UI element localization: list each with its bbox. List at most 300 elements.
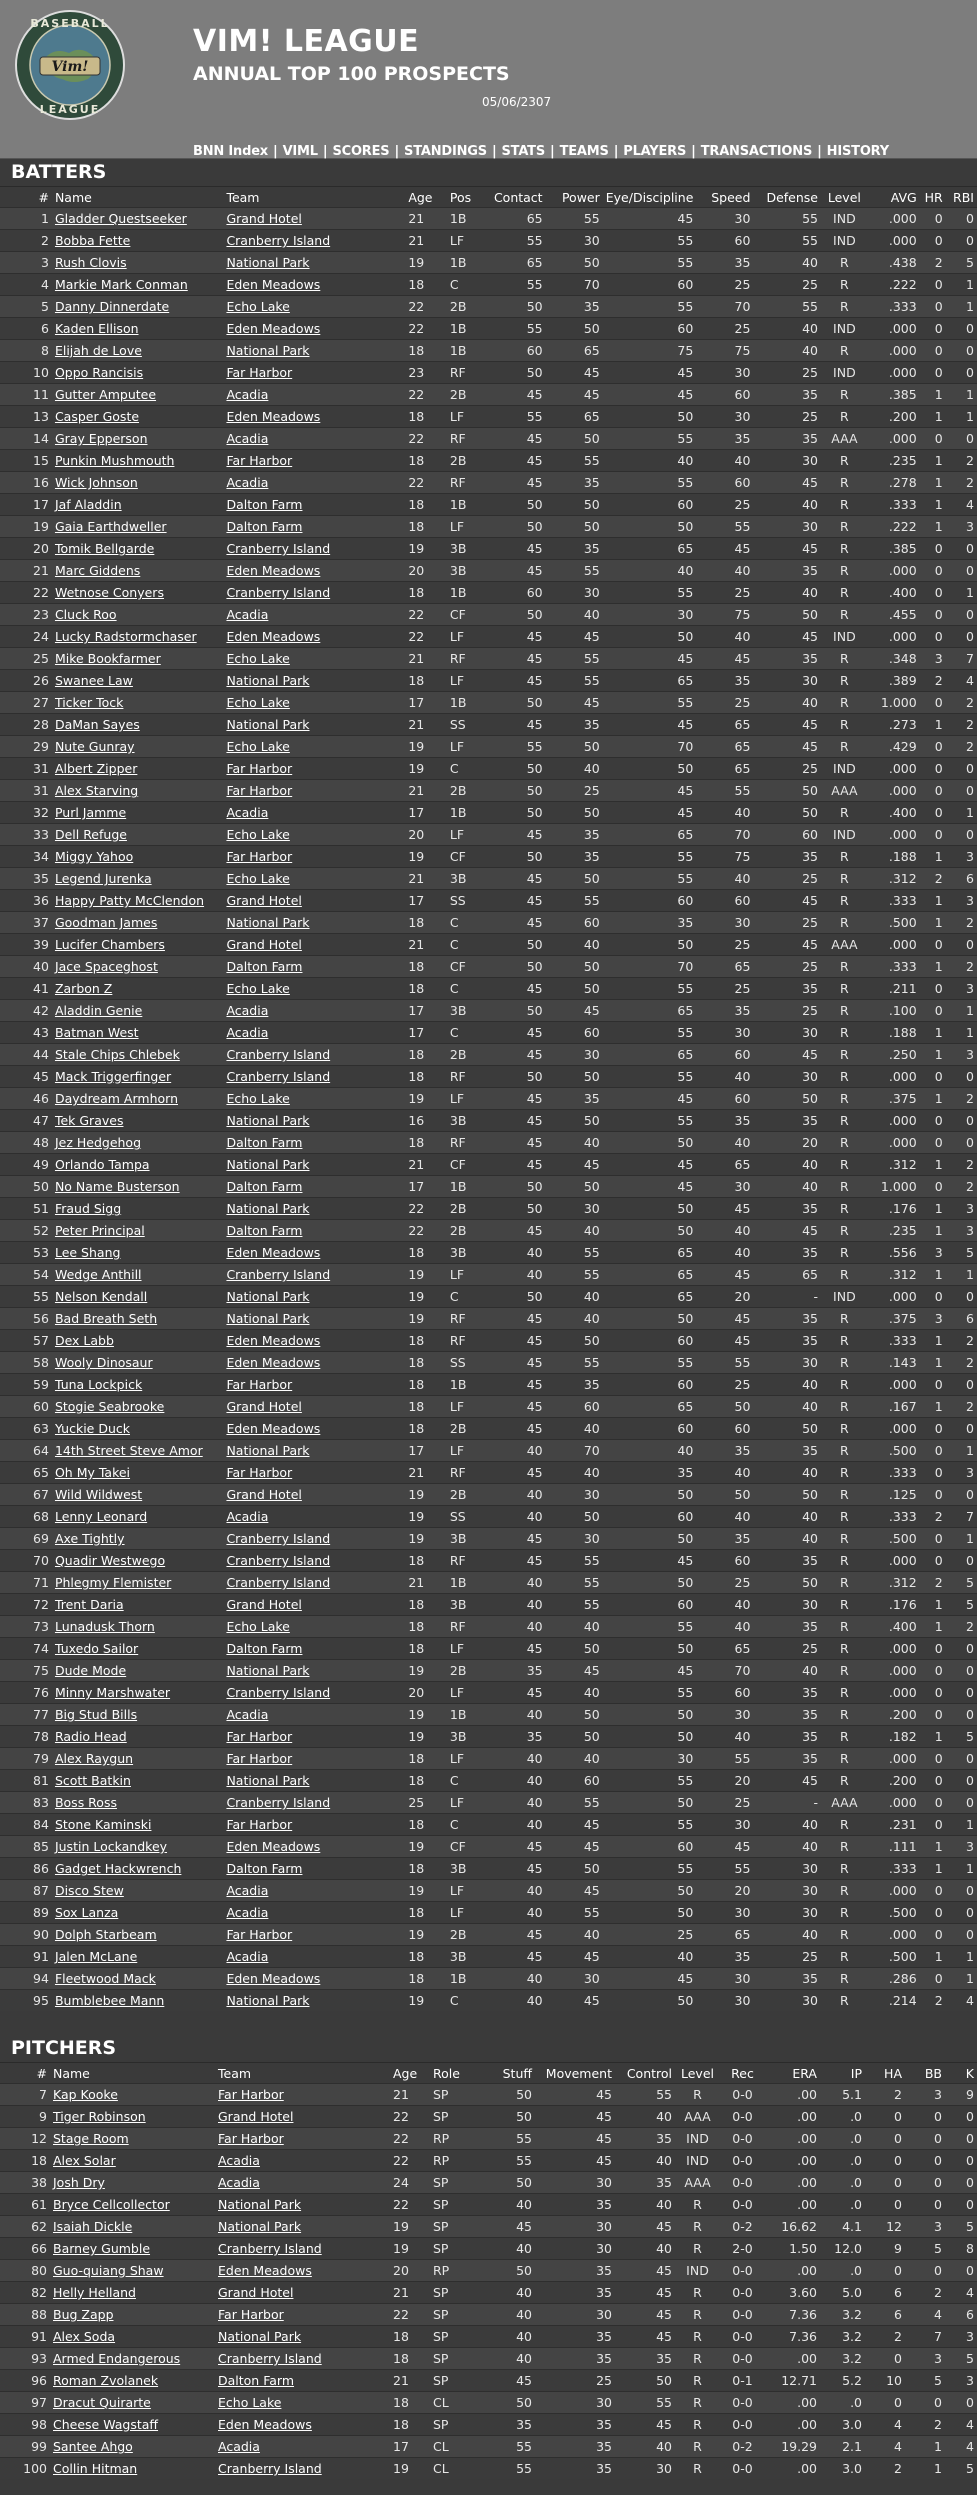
player-link[interactable]: Stale Chips Chlebek bbox=[54, 1047, 180, 1062]
player-link[interactable]: Jalen McLane bbox=[54, 1949, 138, 1964]
player-link[interactable]: Nelson Kendall bbox=[54, 1289, 148, 1304]
player-link[interactable]: Radio Head bbox=[54, 1729, 127, 1744]
team-link[interactable]: Dalton Farm bbox=[226, 497, 303, 512]
team-link[interactable]: National Park bbox=[226, 1443, 310, 1458]
team-link[interactable]: Grand Hotel bbox=[226, 1487, 302, 1502]
player-link[interactable]: Happy Patty McClendon bbox=[54, 893, 205, 908]
player-link[interactable]: Santee Ahgo bbox=[53, 2439, 133, 2454]
team-link[interactable]: Grand Hotel bbox=[226, 893, 302, 908]
batters-cell-level: AAA bbox=[821, 934, 868, 956]
batters-cell-pos: RF bbox=[447, 648, 489, 670]
pitchers-cell-stuff: 35 bbox=[475, 2414, 535, 2436]
player-link[interactable]: Purl Jamme bbox=[54, 805, 127, 820]
player-link[interactable]: Disco Stew bbox=[54, 1883, 124, 1898]
player-link[interactable]: Bryce Cellcollector bbox=[53, 2197, 170, 2212]
team-link[interactable]: Far Harbor bbox=[226, 453, 293, 468]
player-link[interactable]: Tuxedo Sailor bbox=[54, 1641, 139, 1656]
team-link[interactable]: National Park bbox=[226, 1311, 310, 1326]
player-link[interactable]: Gray Epperson bbox=[54, 431, 148, 446]
batters-cell-team bbox=[223, 1440, 405, 1462]
player-link[interactable]: Daydream Armhorn bbox=[54, 1091, 178, 1106]
player-link[interactable]: Kap Kooke bbox=[53, 2087, 118, 2102]
pitchers-col-header[interactable]: # bbox=[0, 2063, 50, 2084]
batters-cell-eye-discipline: 55 bbox=[603, 230, 697, 252]
pitchers-col-header[interactable]: K bbox=[945, 2063, 977, 2084]
team-link[interactable]: Cranberry Island bbox=[226, 1069, 331, 1084]
pitchers-row bbox=[0, 2392, 977, 2414]
pitchers-col-header[interactable]: BB bbox=[905, 2063, 945, 2084]
player-link[interactable]: Barney Gumble bbox=[53, 2241, 151, 2256]
team-link[interactable]: Cranberry Island bbox=[226, 1267, 331, 1282]
team-link[interactable]: Eden Meadows bbox=[226, 409, 321, 424]
player-link[interactable]: Scott Batkin bbox=[54, 1773, 131, 1788]
batters-cell-age: 21 bbox=[405, 780, 447, 802]
pitchers-col-header[interactable]: ERA bbox=[765, 2063, 820, 2084]
team-link[interactable]: Cranberry Island bbox=[218, 2241, 322, 2256]
player-link[interactable]: Dolph Starbeam bbox=[54, 1927, 157, 1942]
pitchers-cell-stuff: 40 bbox=[475, 2304, 535, 2326]
batters-col-header[interactable]: Level bbox=[821, 187, 868, 208]
team-link[interactable]: Eden Meadows bbox=[226, 277, 321, 292]
team-link[interactable]: Acadia bbox=[226, 1707, 269, 1722]
player-link[interactable]: Gladder Questseeker bbox=[54, 211, 187, 226]
batters-cell-: 24 bbox=[0, 626, 52, 648]
batters-cell-level: R bbox=[821, 1726, 868, 1748]
player-link[interactable]: Batman West bbox=[54, 1025, 139, 1040]
player-link[interactable]: Fleetwood Mack bbox=[54, 1971, 156, 1986]
team-link[interactable]: Far Harbor bbox=[218, 2131, 284, 2146]
league-logo[interactable] bbox=[14, 9, 126, 121]
player-link[interactable]: Lee Shang bbox=[54, 1245, 121, 1260]
team-link[interactable]: Eden Meadows bbox=[226, 1333, 321, 1348]
team-link[interactable]: Eden Meadows bbox=[226, 1355, 321, 1370]
team-link[interactable]: Echo Lake bbox=[226, 651, 290, 666]
player-link[interactable]: Casper Goste bbox=[54, 409, 140, 424]
team-link[interactable]: Far Harbor bbox=[226, 1817, 293, 1832]
pitchers-cell-level: IND bbox=[675, 2260, 720, 2282]
player-link[interactable]: Quadir Westwego bbox=[54, 1553, 166, 1568]
player-link[interactable]: Phlegmy Flemister bbox=[54, 1575, 172, 1590]
batters-cell-level: R bbox=[821, 1990, 868, 2012]
player-link[interactable]: Albert Zipper bbox=[54, 761, 138, 776]
batters-col-header[interactable]: RBI bbox=[946, 187, 977, 208]
batters-row bbox=[0, 1550, 977, 1572]
player-link[interactable]: Tek Graves bbox=[54, 1113, 124, 1128]
team-link[interactable]: Dalton Farm bbox=[226, 1861, 303, 1876]
player-link[interactable]: Yuckie Duck bbox=[54, 1421, 130, 1436]
pitchers-cell-era: .00 bbox=[765, 2128, 820, 2150]
team-link[interactable]: Dalton Farm bbox=[226, 1223, 303, 1238]
batters-cell-name bbox=[52, 1924, 223, 1946]
nav-link-stats[interactable]: STATS bbox=[501, 144, 546, 159]
player-link[interactable]: Tuna Lockpick bbox=[54, 1377, 143, 1392]
player-link[interactable]: Alex Starving bbox=[54, 783, 139, 798]
player-link[interactable]: Alex Soda bbox=[53, 2329, 116, 2344]
player-link[interactable]: Fraud Sigg bbox=[54, 1201, 122, 1216]
team-link[interactable]: Cranberry Island bbox=[226, 1795, 331, 1810]
player-link[interactable]: Tiger Robinson bbox=[53, 2109, 146, 2124]
team-link[interactable]: Acadia bbox=[226, 1905, 269, 1920]
player-link[interactable]: Ticker Tock bbox=[54, 695, 124, 710]
batters-cell-level: AAA bbox=[821, 428, 868, 450]
batters-cell-defense: 40 bbox=[753, 1154, 821, 1176]
player-link[interactable]: Alex Solar bbox=[53, 2153, 116, 2168]
team-link[interactable]: Far Harbor bbox=[226, 1751, 293, 1766]
pitchers-col-header[interactable]: HA bbox=[865, 2063, 905, 2084]
batters-cell-name bbox=[52, 670, 223, 692]
nav-link-scores[interactable]: SCORES bbox=[332, 144, 390, 159]
batters-cell-contact: 50 bbox=[488, 758, 545, 780]
team-link[interactable]: Eden Meadows bbox=[226, 321, 321, 336]
pitchers-cell-: 100 bbox=[0, 2458, 50, 2480]
batters-col-header[interactable]: AVG bbox=[868, 187, 920, 208]
team-link[interactable]: Eden Meadows bbox=[226, 1839, 321, 1854]
team-link[interactable]: Far Harbor bbox=[226, 365, 293, 380]
team-link[interactable]: Eden Meadows bbox=[226, 1971, 321, 1986]
team-link[interactable]: Cranberry Island bbox=[226, 1047, 331, 1062]
batters-row bbox=[0, 934, 977, 956]
player-link[interactable]: Legend Jurenka bbox=[54, 871, 152, 886]
nav-link-standings[interactable]: STANDINGS bbox=[404, 144, 487, 159]
player-link[interactable]: Wild Wildwest bbox=[54, 1487, 143, 1502]
batters-cell-power: 45 bbox=[546, 1154, 603, 1176]
batters-col-header[interactable]: Age bbox=[405, 187, 447, 208]
team-link[interactable]: Acadia bbox=[226, 1949, 269, 1964]
player-link[interactable]: Gadget Hackwrench bbox=[54, 1861, 182, 1876]
team-link[interactable]: Far Harbor bbox=[226, 1927, 293, 1942]
player-link[interactable]: Dracut Quirarte bbox=[53, 2395, 151, 2410]
batters-col-header[interactable]: Speed bbox=[696, 187, 753, 208]
team-link[interactable]: Echo Lake bbox=[218, 2395, 282, 2410]
team-link[interactable]: Far Harbor bbox=[218, 2307, 284, 2322]
pitchers-cell-k: 6 bbox=[945, 2304, 977, 2326]
player-link[interactable]: Aladdin Genie bbox=[54, 1003, 143, 1018]
team-link[interactable]: Grand Hotel bbox=[226, 937, 302, 952]
player-link[interactable]: Trent Daria bbox=[54, 1597, 124, 1612]
batters-col-header[interactable]: HR bbox=[920, 187, 946, 208]
player-link[interactable]: Wedge Anthill bbox=[54, 1267, 142, 1282]
team-link[interactable]: Acadia bbox=[218, 2439, 260, 2454]
player-link[interactable]: Alex Raygun bbox=[54, 1751, 134, 1766]
team-link[interactable]: National Park bbox=[226, 673, 310, 688]
batters-cell-contact: 50 bbox=[488, 1000, 545, 1022]
player-link[interactable]: Sox Lanza bbox=[54, 1905, 119, 1920]
team-link[interactable]: Far Harbor bbox=[226, 1377, 293, 1392]
team-link[interactable]: Cranberry Island bbox=[218, 2351, 322, 2366]
team-link[interactable]: Acadia bbox=[226, 475, 269, 490]
pitchers-cell-k: 3 bbox=[945, 2370, 977, 2392]
pitchers-cell-age: 19 bbox=[390, 2216, 430, 2238]
team-link[interactable]: Acadia bbox=[226, 1883, 269, 1898]
team-link[interactable]: Far Harbor bbox=[226, 849, 293, 864]
player-link[interactable]: Wetnose Conyers bbox=[54, 585, 164, 600]
player-link[interactable]: Dude Mode bbox=[54, 1663, 127, 1678]
team-link[interactable]: Echo Lake bbox=[226, 299, 290, 314]
player-link[interactable]: Marc Giddens bbox=[54, 563, 141, 578]
player-link[interactable]: Collin Hitman bbox=[53, 2461, 138, 2476]
batters-cell-level: R bbox=[821, 802, 868, 824]
pitchers-cell-name bbox=[50, 2260, 215, 2282]
player-link[interactable]: Boss Ross bbox=[54, 1795, 117, 1810]
pitchers-col-header[interactable]: Team bbox=[215, 2063, 390, 2084]
batters-col-header[interactable]: Team bbox=[223, 187, 405, 208]
batters-cell-pos: 3B bbox=[447, 1858, 489, 1880]
batters-cell-defense: 35 bbox=[753, 1748, 821, 1770]
player-link[interactable]: Markie Mark Conman bbox=[54, 277, 188, 292]
batters-cell-rbi: 2 bbox=[946, 1330, 977, 1352]
player-link[interactable]: DaMan Sayes bbox=[54, 717, 140, 732]
batters-cell-eye-discipline: 65 bbox=[603, 1000, 697, 1022]
player-link[interactable]: Armed Endangerous bbox=[53, 2351, 181, 2366]
team-link[interactable]: Echo Lake bbox=[226, 739, 290, 754]
nav-link-viml[interactable]: VIML bbox=[282, 144, 318, 159]
team-link[interactable]: National Park bbox=[226, 1663, 310, 1678]
batters-cell-avg: .400 bbox=[868, 802, 920, 824]
team-link[interactable]: Acadia bbox=[226, 805, 269, 820]
team-link[interactable]: Eden Meadows bbox=[218, 2263, 312, 2278]
team-link[interactable]: Cranberry Island bbox=[226, 541, 331, 556]
batters-cell-: 51 bbox=[0, 1198, 52, 1220]
player-link[interactable]: Jez Hedgehog bbox=[54, 1135, 142, 1150]
player-link[interactable]: Goodman James bbox=[54, 915, 158, 930]
batters-cell-contact: 45 bbox=[488, 1088, 545, 1110]
team-link[interactable]: National Park bbox=[226, 717, 310, 732]
batters-col-header[interactable]: Power bbox=[546, 187, 603, 208]
batters-cell-power: 50 bbox=[546, 1506, 603, 1528]
team-link[interactable]: Echo Lake bbox=[226, 695, 290, 710]
team-link[interactable]: Grand Hotel bbox=[226, 1597, 302, 1612]
pitchers-col-header[interactable]: Name bbox=[50, 2063, 215, 2084]
player-link[interactable]: Bad Breath Seth bbox=[54, 1311, 158, 1326]
batters-cell-level: R bbox=[821, 296, 868, 318]
team-link[interactable]: Cranberry Island bbox=[226, 585, 331, 600]
team-link[interactable]: Cranberry Island bbox=[226, 233, 331, 248]
team-link[interactable]: Echo Lake bbox=[226, 827, 290, 842]
player-link[interactable]: Bumblebee Mann bbox=[54, 1993, 165, 2008]
team-link[interactable]: Acadia bbox=[226, 387, 269, 402]
player-link[interactable]: Roman Zvolanek bbox=[53, 2373, 159, 2388]
pitchers-col-header[interactable]: Role bbox=[430, 2063, 475, 2084]
batters-cell-rbi: 1 bbox=[946, 296, 977, 318]
team-link[interactable]: Dalton Farm bbox=[226, 1641, 303, 1656]
player-link[interactable]: Gutter Amputee bbox=[54, 387, 157, 402]
player-link[interactable]: Wooly Dinosaur bbox=[54, 1355, 153, 1370]
team-link[interactable]: Acadia bbox=[226, 431, 269, 446]
team-link[interactable]: Acadia bbox=[226, 1025, 269, 1040]
batters-cell-level: R bbox=[821, 1880, 868, 1902]
batters-cell-level: R bbox=[821, 692, 868, 714]
player-link[interactable]: Swanee Law bbox=[54, 673, 133, 688]
team-link[interactable]: National Park bbox=[226, 343, 310, 358]
team-link[interactable]: Dalton Farm bbox=[226, 1179, 303, 1194]
batters-cell-speed: 25 bbox=[696, 692, 753, 714]
player-link[interactable]: Stogie Seabrooke bbox=[54, 1399, 165, 1414]
batters-col-header[interactable]: Eye/Discipline bbox=[603, 187, 697, 208]
player-link[interactable]: Miggy Yahoo bbox=[54, 849, 134, 864]
nav-link-teams[interactable]: TEAMS bbox=[559, 144, 609, 159]
player-link[interactable]: 14th Street Steve Amor bbox=[54, 1443, 203, 1458]
team-link[interactable]: National Park bbox=[226, 1201, 310, 1216]
player-link[interactable]: Oh My Takei bbox=[54, 1465, 131, 1480]
team-link[interactable]: Dalton Farm bbox=[226, 959, 303, 974]
team-link[interactable]: National Park bbox=[226, 255, 310, 270]
pitchers-cell-rec: 2-0 bbox=[720, 2238, 765, 2260]
team-link[interactable]: Far Harbor bbox=[226, 761, 293, 776]
team-link[interactable]: National Park bbox=[218, 2219, 302, 2234]
team-link[interactable]: Acadia bbox=[226, 607, 269, 622]
player-link[interactable]: Josh Dry bbox=[53, 2175, 105, 2190]
player-link[interactable]: Axe Tightly bbox=[54, 1531, 125, 1546]
batters-cell-hr: 0 bbox=[920, 824, 946, 846]
batters-cell-eye-discipline: 50 bbox=[603, 1528, 697, 1550]
player-link[interactable]: No Name Busterson bbox=[54, 1179, 180, 1194]
pitchers-col-header[interactable]: Age bbox=[390, 2063, 430, 2084]
player-link[interactable]: Bobba Fette bbox=[54, 233, 131, 248]
team-link[interactable]: Eden Meadows bbox=[226, 1245, 321, 1260]
team-link[interactable]: Dalton Farm bbox=[226, 1135, 303, 1150]
batters-col-header[interactable]: Defense bbox=[753, 187, 821, 208]
team-link[interactable]: National Park bbox=[226, 1993, 310, 2008]
player-link[interactable]: Big Stud Bills bbox=[54, 1707, 138, 1722]
pitchers-row bbox=[0, 2216, 977, 2238]
player-link[interactable]: Jaf Aladdin bbox=[54, 497, 122, 512]
player-link[interactable]: Bug Zapp bbox=[53, 2307, 114, 2322]
pitchers-col-header[interactable]: Rec bbox=[720, 2063, 765, 2084]
player-link[interactable]: Lenny Leonard bbox=[54, 1509, 148, 1524]
player-link[interactable]: Tomik Bellgarde bbox=[54, 541, 155, 556]
team-link[interactable]: Acadia bbox=[218, 2175, 260, 2190]
team-link[interactable]: Far Harbor bbox=[218, 2087, 284, 2102]
team-link[interactable]: National Park bbox=[226, 1113, 310, 1128]
team-link[interactable]: Cranberry Island bbox=[218, 2461, 322, 2476]
team-link[interactable]: Echo Lake bbox=[226, 871, 290, 886]
team-link[interactable]: Echo Lake bbox=[226, 1091, 290, 1106]
player-link[interactable]: Kaden Ellison bbox=[54, 321, 139, 336]
player-link[interactable]: Oppo Rancisis bbox=[54, 365, 144, 380]
team-link[interactable]: Cranberry Island bbox=[226, 1553, 331, 1568]
pitchers-cell-k: 5 bbox=[945, 2348, 977, 2370]
team-link[interactable]: National Park bbox=[226, 1289, 310, 1304]
player-link[interactable]: Mack Triggerfinger bbox=[54, 1069, 172, 1084]
nav-link-players[interactable]: PLAYERS bbox=[623, 144, 687, 159]
player-link[interactable]: Dex Labb bbox=[54, 1333, 114, 1348]
team-link[interactable]: National Park bbox=[218, 2329, 302, 2344]
team-link[interactable]: Grand Hotel bbox=[218, 2285, 294, 2300]
team-link[interactable]: National Park bbox=[218, 2197, 302, 2212]
team-link[interactable]: Acadia bbox=[226, 1003, 269, 1018]
pitchers-col-header[interactable]: Movement bbox=[535, 2063, 615, 2084]
nav-link-bnn-index[interactable]: BNN Index bbox=[193, 144, 268, 159]
player-link[interactable]: Stone Kaminski bbox=[54, 1817, 152, 1832]
player-link[interactable]: Zarbon Z bbox=[54, 981, 113, 996]
batters-cell-eye-discipline: 35 bbox=[603, 912, 697, 934]
player-link[interactable]: Helly Helland bbox=[53, 2285, 136, 2300]
pitchers-cell-era: 7.36 bbox=[765, 2304, 820, 2326]
team-link[interactable]: Cranberry Island bbox=[226, 1575, 331, 1590]
player-link[interactable]: Orlando Tampa bbox=[54, 1157, 150, 1172]
player-link[interactable]: Lucky Radstormchaser bbox=[54, 629, 197, 644]
player-link[interactable]: Justin Lockandkey bbox=[54, 1839, 168, 1854]
team-link[interactable]: National Park bbox=[226, 1157, 310, 1172]
batters-row bbox=[0, 1044, 977, 1066]
team-link[interactable]: Far Harbor bbox=[226, 783, 293, 798]
team-link[interactable]: Eden Meadows bbox=[226, 563, 321, 578]
batters-row bbox=[0, 648, 977, 670]
batters-col-header[interactable]: # bbox=[0, 187, 52, 208]
pitchers-col-header[interactable]: Stuff bbox=[475, 2063, 535, 2084]
player-link[interactable]: Minny Marshwater bbox=[54, 1685, 171, 1700]
player-link[interactable]: Gaia Earthdweller bbox=[54, 519, 167, 534]
batters-cell-defense: 40 bbox=[753, 1836, 821, 1858]
team-link[interactable]: Eden Meadows bbox=[226, 1421, 321, 1436]
batters-cell-name bbox=[52, 274, 223, 296]
pitchers-cell-level: R bbox=[675, 2370, 720, 2392]
batters-cell-eye-discipline: 55 bbox=[603, 1858, 697, 1880]
batters-cell-name bbox=[52, 1660, 223, 1682]
player-link[interactable]: Lucifer Chambers bbox=[54, 937, 165, 952]
player-link[interactable]: Dell Refuge bbox=[54, 827, 127, 842]
team-link[interactable]: National Park bbox=[226, 915, 310, 930]
team-link[interactable]: Dalton Farm bbox=[218, 2373, 295, 2388]
batters-cell-level: R bbox=[821, 1616, 868, 1638]
batters-cell-rbi: 3 bbox=[946, 1220, 977, 1242]
batters-cell-name bbox=[52, 1506, 223, 1528]
batters-col-header[interactable]: Contact bbox=[488, 187, 545, 208]
player-link[interactable]: Lunadusk Thorn bbox=[54, 1619, 155, 1634]
batters-cell-pos: RF bbox=[447, 1550, 489, 1572]
player-link[interactable]: Guo-quiang Shaw bbox=[53, 2263, 164, 2278]
team-link[interactable]: Eden Meadows bbox=[226, 629, 321, 644]
player-link[interactable]: Nute Gunray bbox=[54, 739, 135, 754]
player-link[interactable]: Punkin Mushmouth bbox=[54, 453, 175, 468]
player-link[interactable]: Jace Spaceghost bbox=[54, 959, 158, 974]
batters-col-header[interactable]: Pos bbox=[447, 187, 489, 208]
team-link[interactable]: Acadia bbox=[218, 2153, 260, 2168]
player-link[interactable]: Cheese Wagstaff bbox=[53, 2417, 159, 2432]
team-link[interactable]: Grand Hotel bbox=[226, 1399, 302, 1414]
team-link[interactable]: Cranberry Island bbox=[226, 1531, 331, 1546]
player-link[interactable]: Danny Dinnerdate bbox=[54, 299, 170, 314]
team-link[interactable]: Far Harbor bbox=[226, 1729, 293, 1744]
player-link[interactable]: Wick Johnson bbox=[54, 475, 138, 490]
team-link[interactable]: Acadia bbox=[226, 1509, 269, 1524]
player-link[interactable]: Peter Principal bbox=[54, 1223, 145, 1238]
batters-cell-level: R bbox=[821, 1858, 868, 1880]
team-link[interactable]: Echo Lake bbox=[226, 1619, 290, 1634]
player-link[interactable]: Cluck Roo bbox=[54, 607, 117, 622]
nav-link-history[interactable]: HISTORY bbox=[826, 144, 889, 159]
team-link[interactable]: National Park bbox=[226, 1773, 310, 1788]
batters-cell-avg: .000 bbox=[868, 340, 920, 362]
team-link[interactable]: Dalton Farm bbox=[226, 519, 303, 534]
team-link[interactable]: Grand Hotel bbox=[226, 211, 302, 226]
team-link[interactable]: Grand Hotel bbox=[218, 2109, 294, 2124]
nav-link-transactions[interactable]: TRANSACTIONS bbox=[700, 144, 813, 159]
pitchers-col-header[interactable]: Level bbox=[675, 2063, 720, 2084]
team-link[interactable]: Far Harbor bbox=[226, 1465, 293, 1480]
player-link[interactable]: Rush Clovis bbox=[54, 255, 127, 270]
pitchers-col-header[interactable]: Control bbox=[615, 2063, 675, 2084]
team-link[interactable]: Echo Lake bbox=[226, 981, 290, 996]
player-link[interactable]: Elijah de Love bbox=[54, 343, 142, 358]
player-link[interactable]: Stage Room bbox=[53, 2131, 129, 2146]
pitchers-col-header[interactable]: IP bbox=[820, 2063, 865, 2084]
player-link[interactable]: Mike Bookfarmer bbox=[54, 651, 161, 666]
batters-col-header[interactable]: Name bbox=[52, 187, 223, 208]
player-link[interactable]: Isaiah Dickle bbox=[53, 2219, 133, 2234]
team-link[interactable]: Cranberry Island bbox=[226, 1685, 331, 1700]
team-link[interactable]: Eden Meadows bbox=[218, 2417, 312, 2432]
